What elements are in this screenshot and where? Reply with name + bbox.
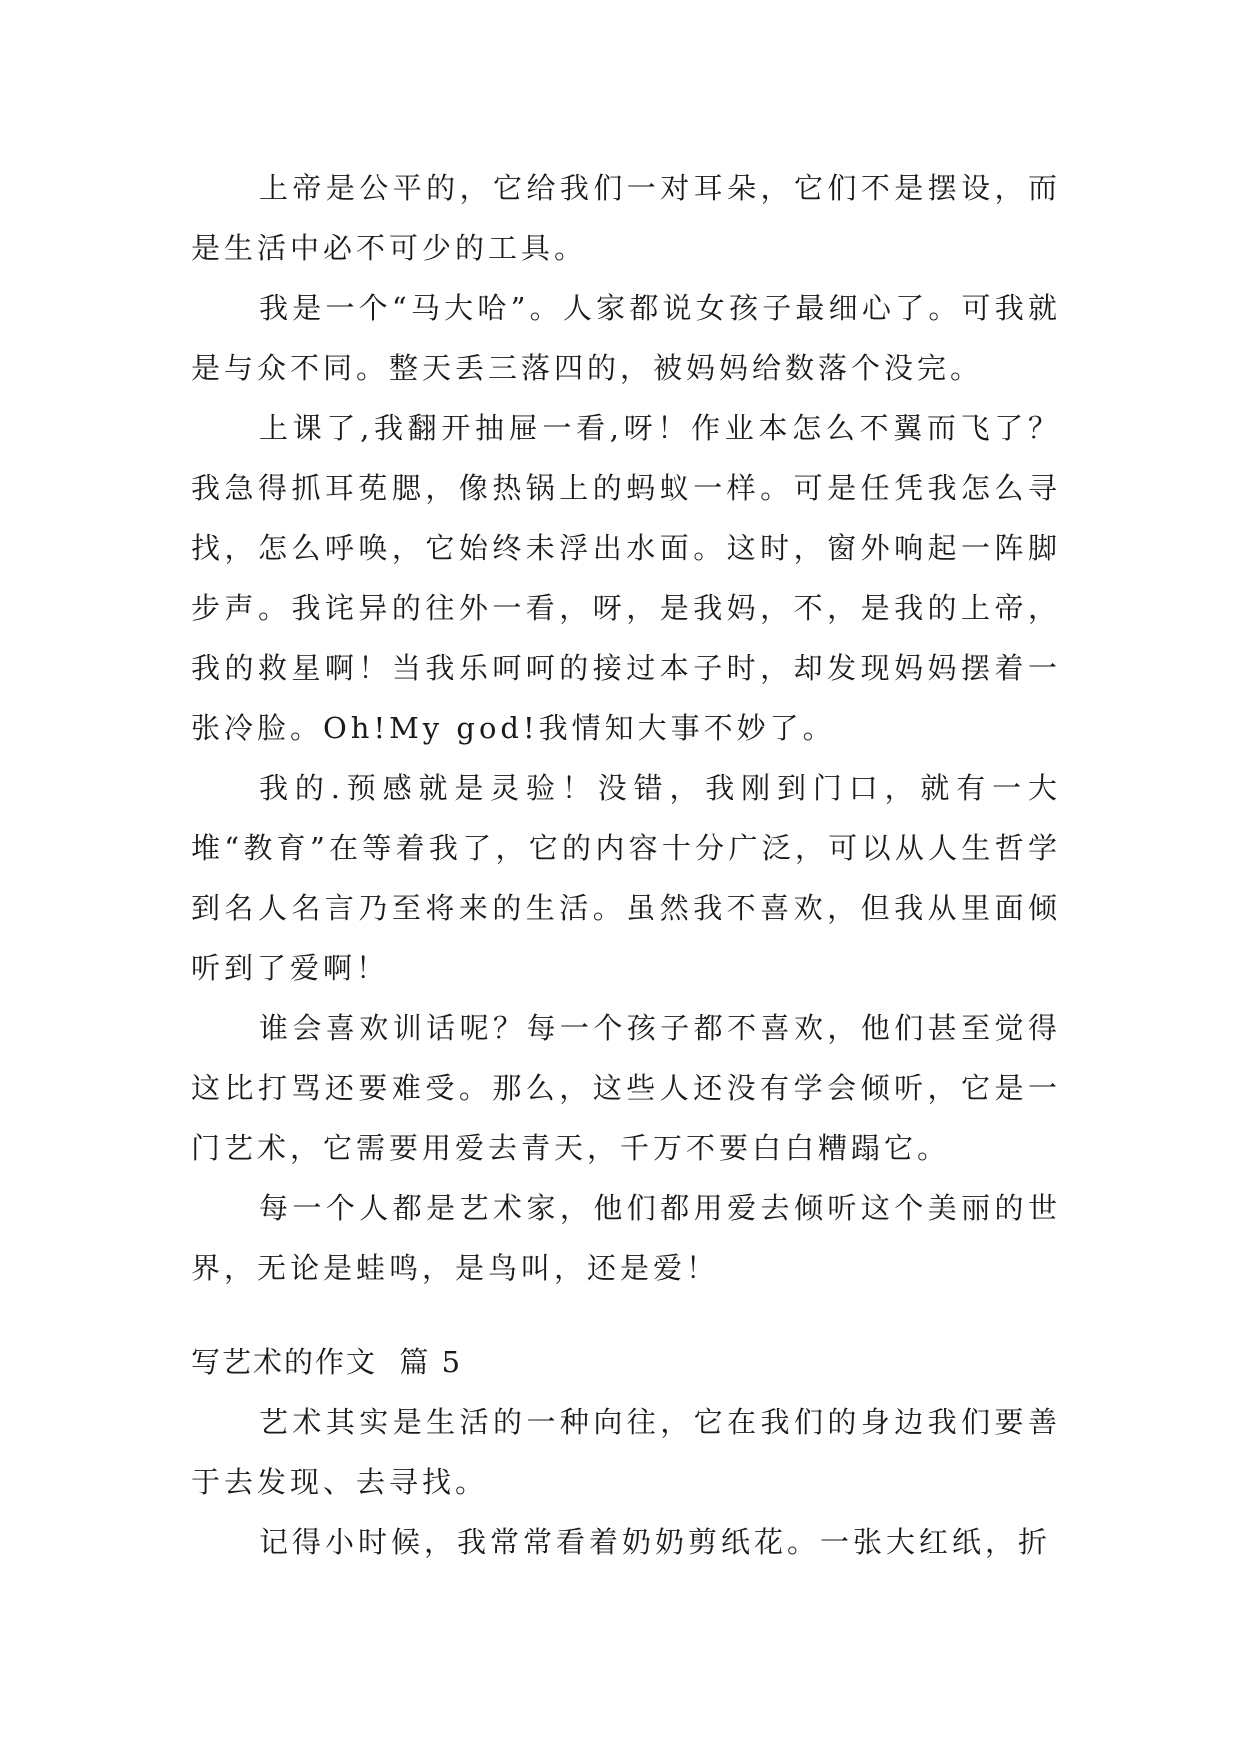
section-heading: 写艺术的作文 篇 5 [191, 1345, 463, 1379]
paragraph: 我的.预感就是灵验！没错，我刚到门口，就有一大堆“教育”在等着我了，它的内容十分广泛，可以从人生哲学到名人名言乃至将来的生活。虽然我不喜欢，但我从里面倾听到了爱啊！ [191, 771, 1061, 985]
paragraph: 上课了,我翻开抽屉一看,呀！作业本怎么不翼而飞了？我急得抓耳莬腮，像热锅上的蚂蚁一样。可是任凭我怎么寻找，怎么呼唤，它始终未浮出水面。这时，窗外响起一阵脚步声。我诧异的往外一看，呀，是我妈，不，是我的上帝，我的救星啊！当我乐呵呵的接过本子时，却发现妈妈摆着一张冷脸。Oh!My god!我情知大事不妙了。 [191, 411, 1061, 745]
paragraph: 谁会喜欢训话呢？每一个孩子都不喜欢，他们甚至觉得这比打骂还要难受。那么，这些人还没有学会倾听，它是一门艺术，它需要用爱去青天，千万不要白白糟蹋它。 [191, 1011, 1061, 1165]
paragraph: 记得小时候，我常常看着奶奶剪纸花。一张大红纸，折 [259, 1525, 1052, 1559]
paragraph: 我是一个“马大哈”。人家都说女孩子最细心了。可我就是与众不同。整天丢三落四的，被妈妈给数落个没完。 [191, 291, 1061, 385]
paragraph: 上帝是公平的，它给我们一对耳朵，它们不是摆设，而是生活中必不可少的工具。 [191, 171, 1061, 265]
document-body [191, 158, 1061, 1572]
paragraph: 每一个人都是艺术家，他们都用爱去倾听这个美丽的世界，无论是蛙鸣，是鸟叫，还是爱！ [191, 1191, 1061, 1285]
paragraph: 艺术其实是生活的一种向往，它在我们的身边我们要善于去发现、去寻找。 [191, 1405, 1061, 1499]
